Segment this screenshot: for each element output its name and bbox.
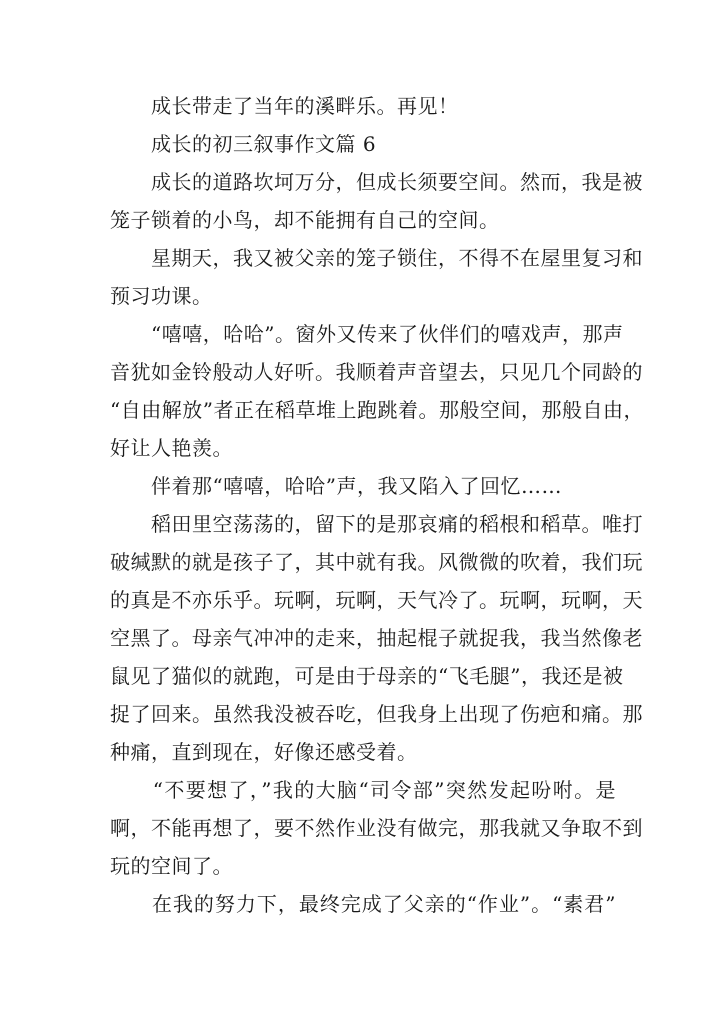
text-line-13: 破缄默的就是孩子了，其中就有我。风微微的吹着，我们玩 bbox=[110, 550, 643, 574]
text-line-21: 玩的空间了。 bbox=[110, 854, 233, 878]
text-line-18: 种痛，直到现在，好像还感受着。 bbox=[110, 740, 418, 764]
text-line-12: 稻田里空荡荡的，留下的是那哀痛的稻根和稻草。唯打 bbox=[110, 512, 643, 536]
text-line-11: 伴着那“嘻嘻，哈哈”声，我又陷入了回忆…… bbox=[110, 474, 562, 498]
text-line-22: 在我的努力下，最终完成了父亲的“作业”。“素君” bbox=[110, 892, 616, 916]
text-line-2: 成长的初三叙事作文篇 6 bbox=[110, 132, 377, 156]
text-line-9: “自由解放”者正在稻草堆上跑跳着。那般空间，那般自由， bbox=[110, 398, 644, 422]
text-line-14: 的真是不亦乐乎。玩啊，玩啊，天气冷了。玩啊，玩啊，天 bbox=[110, 588, 643, 612]
text-line-4: 笼子锁着的小鸟，却不能拥有自己的空间。 bbox=[110, 208, 500, 232]
text-line-6: 预习功课。 bbox=[110, 284, 213, 308]
text-line-5: 星期天，我又被父亲的笼子锁住，不得不在屋里复习和 bbox=[110, 246, 643, 270]
text-line-8: 音犹如金铃般动人好听。我顺着声音望去，只见几个同龄的 bbox=[110, 360, 643, 384]
text-line-3: 成长的道路坎坷万分，但成长须要空间。然而，我是被 bbox=[110, 170, 643, 194]
text-line-15: 空黑了。母亲气冲冲的走来，抽起棍子就捉我，我当然像老 bbox=[110, 626, 643, 650]
text-line-7: “嘻嘻，哈哈”。窗外又传来了伙伴们的嘻戏声，那声 bbox=[110, 322, 624, 346]
text-line-16: 鼠见了猫似的就跑，可是由于母亲的“飞毛腿”，我还是被 bbox=[110, 664, 624, 688]
text-line-17: 捉了回来。虽然我没被吞吃，但我身上出现了伤疤和痛。那 bbox=[110, 702, 643, 726]
text-line-20: 啊，不能再想了，要不然作业没有做完，那我就又争取不到 bbox=[110, 816, 643, 840]
text-line-10: 好让人艳羡。 bbox=[110, 436, 233, 460]
text-line-1: 成长带走了当年的溪畔乐。再见！ bbox=[110, 94, 459, 118]
text-line-19: “不要想了，”我的大脑“司令部”突然发起吩咐。是 bbox=[110, 778, 616, 802]
